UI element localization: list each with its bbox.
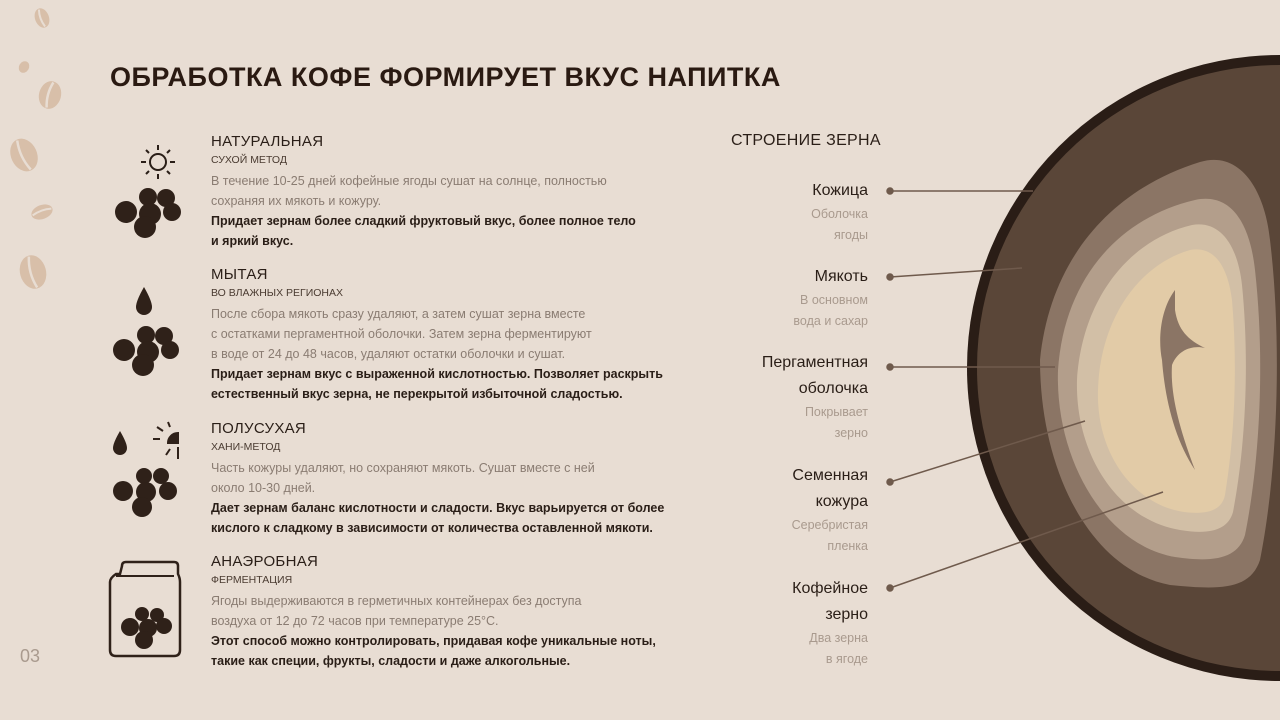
method-subtitle: ВО ВЛАЖНЫХ РЕГИОНАХ [211,287,344,299]
method-effect: Дает зернам баланс кислотности и сладости. Вкус варьируется от более кислого к сладкому в зависимости от количества оставленной мякоти. [211,501,665,535]
method-name: ПОЛУСУХАЯ [211,420,307,437]
label-skin: Кожица Оболочка ягоды [811,182,868,242]
method-subtitle: ХАНИ-МЕТОД [211,441,281,453]
method-description: Часть кожуры удаляют, но сохраняют мякоть. Сушат вместе с ней около 10-30 дней. [211,461,595,495]
method-subtitle: СУХОЙ МЕТОД [211,154,287,166]
label-parchment: Пергаментная оболочка Покрывает зерно [761,354,868,440]
method-description: Ягоды выдерживаются в герметичных контейнерах без доступа воздуха от 12 до 72 часов при температуре 25°С. [211,594,582,628]
label-pulp: Мякоть В основном вода и сахар [793,268,868,328]
method-effect: Придает зернам более сладкий фруктовый вкус, более полное тело и яркий вкус. [211,214,636,248]
method-subtitle: ФЕРМЕНТАЦИЯ [211,574,293,586]
page-title: ОБРАБОТКА КОФЕ ФОРМИРУЕТ ВКУС НАПИТКА [110,62,781,92]
label-silver-skin: Семенная кожура Серебристая пленка [791,467,868,553]
structure-title: СТРОЕНИЕ ЗЕРНА [731,132,881,149]
page-number: 03 [20,646,41,666]
method-description: После сбора мякоть сразу удаляют, а затем сушат зерна вместе с остатками пергаментной оболочки. Затем зерна ферментируют в воде от 24 до 48 часов, удаляют остатки оболочки и сушат. [211,307,592,361]
method-effect: Этот способ можно контролировать, придавая кофе уникальные ноты, такие как специи, фрукты, сладости и даже алкогольные. [211,634,656,668]
method-name: НАТУРАЛЬНАЯ [211,133,324,150]
method-effect: Придает зернам вкус с выраженной кислотностью. Позволяет раскрыть естественный вкус зерна, не перекрытой избыточной сладостью. [211,367,663,401]
label-coffee-bean: Кофейное зерно Два зерна в ягоде [792,580,868,666]
method-name: МЫТАЯ [211,266,268,283]
method-name: АНАЭРОБНАЯ [211,553,319,570]
method-description: В течение 10-25 дней кофейные ягоды сушат на солнце, полностью сохраняя их мякоть и кожуру. [211,174,607,208]
